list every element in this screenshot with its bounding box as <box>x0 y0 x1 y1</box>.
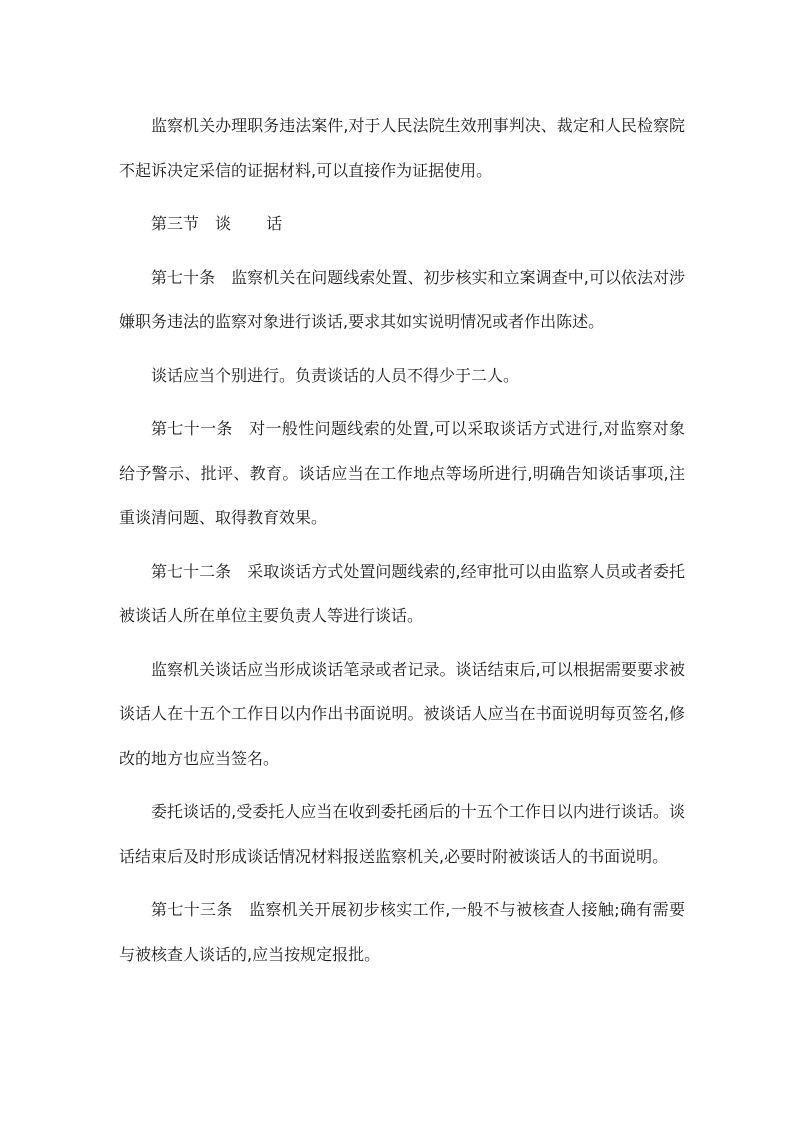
paragraph-article-72: 第七十二条 采取谈话方式处置问题线索的,经审批可以由监察人员或者委托被谈话人所在单位主要负责人等进行谈话。 <box>119 561 685 625</box>
paragraph-evidence-use: 监察机关办理职务违法案件,对于人民法院生效刑事判决、裁定和人民检察院不起诉决定采信的证据材料,可以直接作为证据使用。 <box>119 116 685 180</box>
paragraph-article-70: 第七十条 监察机关在问题线索处置、初步核实和立案调查中,可以依法对涉嫌职务违法的监察对象进行谈话,要求其如实说明情况或者作出陈述。 <box>119 267 685 331</box>
paragraph-article-71: 第七十一条 对一般性问题线索的处置,可以采取谈话方式进行,对监察对象给予警示、批评、教育。谈话应当在工作地点等场所进行,明确告知谈话事项,注重谈清问题、取得教育效果。 <box>119 419 685 527</box>
section-number: 第三节 <box>151 214 200 233</box>
paragraph-entrusted-talk: 委托谈话的,受委托人应当在收到委托函后的十五个工作日以内进行谈话。谈话结束后及时形成谈话情况材料报送监察机关,必要时附被谈话人的书面说明。 <box>119 802 685 866</box>
section-title-part1: 谈 <box>215 214 232 233</box>
document-body <box>119 104 685 986</box>
section-heading <box>119 202 685 247</box>
paragraph-individual-talk: 谈话应当个别进行。负责谈话的人员不得少于二人。 <box>151 365 520 385</box>
paragraph-article-73: 第七十三条 监察机关开展初步核实工作,一般不与被核查人接触;确有需要与被核查人谈话的,应当按规定报批。 <box>119 900 685 964</box>
paragraph-talk-record: 监察机关谈话应当形成谈话笔录或者记录。谈话结束后,可以根据需要要求被谈话人在十五个工作日以内作出书面说明。被谈话人应当在书面说明每页签名,修改的地方也应当签名。 <box>119 659 685 768</box>
section-title-part2: 话 <box>266 214 283 233</box>
